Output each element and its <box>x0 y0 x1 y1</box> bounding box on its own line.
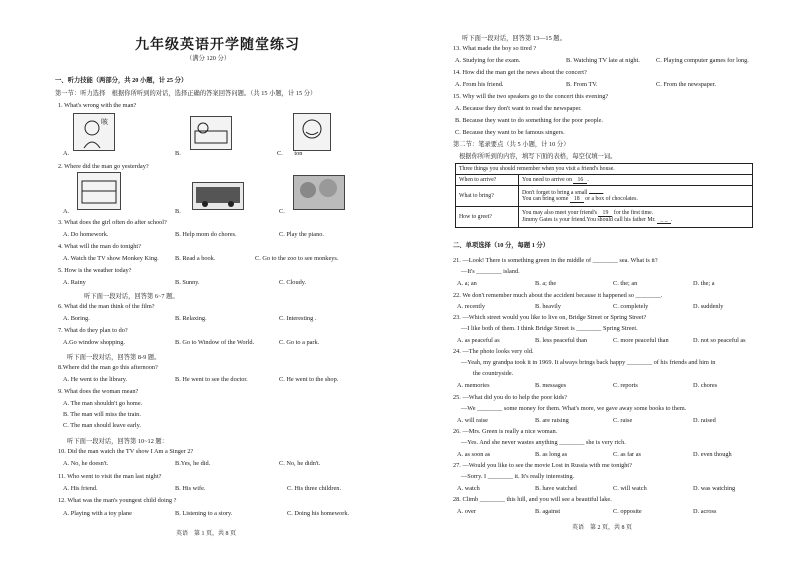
full-score: （满分 120 分） <box>186 55 231 62</box>
blank-20[interactable]: _ _ <box>657 217 671 224</box>
q11-option-a[interactable]: A. His friend. <box>63 485 98 492</box>
q24-option-c[interactable]: C. reports <box>613 382 638 389</box>
q27-option-b[interactable]: B. have watched <box>535 485 577 492</box>
question-23-line2: —I like both of them. I think Bridge Street is ________ Spring Street. <box>461 325 638 332</box>
table-label-arrive: When to arrive? <box>456 175 519 186</box>
q12-option-c[interactable]: C. Doing his homework. <box>287 510 350 517</box>
q22-option-a[interactable]: A. recently <box>457 303 485 310</box>
q11-option-b[interactable]: B. His wife. <box>175 485 206 492</box>
q21-option-b[interactable]: B. a; the <box>535 280 557 287</box>
q6-option-b[interactable]: B. Relaxing. <box>175 315 207 322</box>
q21-option-a[interactable]: A. a; an <box>457 280 477 287</box>
q12-option-b[interactable]: B. Listening to a story. <box>175 510 233 517</box>
q5-option-c[interactable]: C. Cloudy. <box>279 279 307 286</box>
question-26-line2: —Yes. And she never wastes anything ________ she is very rich. <box>461 439 626 446</box>
question-15: 15. Why will the two speakers go to the concert this evening? <box>453 93 609 100</box>
q9-option-c[interactable]: C. The man should leave early. <box>63 422 141 429</box>
q27-option-a[interactable]: A. watch <box>457 485 480 492</box>
right-page <box>453 0 775 561</box>
question-3: 3. What does the girl often do after school? <box>58 219 167 226</box>
blank-16[interactable]: 16 <box>573 177 587 184</box>
q9-option-b[interactable]: B. The man will miss the train. <box>63 411 141 418</box>
q22-option-c[interactable]: C. completely <box>613 303 649 310</box>
listening-prompt-10-12: 听下面一段对话，回答第 10~12 题： <box>67 438 169 445</box>
question-25-line2: —We ________ some money for them. What's more, we gave away some books to them. <box>461 405 687 412</box>
q23-option-b[interactable]: B. less peaceful than <box>535 337 588 344</box>
q10-option-a[interactable]: A. No, he doesn't. <box>63 460 109 467</box>
question-26: 26. —Mrs. Green is really a nice woman. <box>453 428 558 435</box>
q28-option-b[interactable]: B. against <box>535 508 561 515</box>
question-24: 24. —The photo looks very old. <box>453 348 534 355</box>
q3-option-a[interactable]: A. Do homework. <box>63 231 109 238</box>
q13-option-c[interactable]: C. Playing computer games for long. <box>656 57 749 64</box>
table-cell-greet: You may also meet your friend's 19 for the first time. Jimmy Gates is your friend.You should call his father Mr. _ _. <box>519 207 753 228</box>
q21-option-d[interactable]: D. the; a <box>693 280 715 287</box>
q13-option-a[interactable]: A. Studying for the exam. <box>455 57 521 64</box>
question-27: 27. —Would you like to see the movie Lost in Russia with me tonight? <box>453 462 632 469</box>
question-4: 4. What will the man do tonight? <box>58 243 141 250</box>
q25-option-a[interactable]: A. will raise <box>457 417 488 424</box>
q26-option-d[interactable]: D. even though <box>693 451 732 458</box>
q6-option-a[interactable]: A. Boring. <box>63 315 90 322</box>
listening-prompt-13-15: 听下面一段对话，回答第 13—15 题。 <box>462 35 566 42</box>
question-11: 11. Who went to visit the man last night? <box>58 473 162 480</box>
q23-option-c[interactable]: C. more peaceful than <box>613 337 669 344</box>
question-28: 28. Climb ________ this hill, and you will see a beautiful lake. <box>453 496 612 503</box>
q3-option-b[interactable]: B. Help mom do chores. <box>175 231 237 238</box>
page-footer-left: 英语 第 1 页，共 8 页 <box>176 531 237 537</box>
q14-option-b[interactable]: B. From TV. <box>566 81 598 88</box>
question-5: 5. How is the weather today? <box>58 267 132 274</box>
bus-icon <box>193 183 243 209</box>
section1-instructions: 第一节：听力选择 根据你所听到的对话，选择正确的答案回答问题。（共 15 小题，计 15 分） <box>55 90 317 97</box>
q11-option-c[interactable]: C. His three children. <box>287 485 342 492</box>
q28-option-c[interactable]: C. opposite <box>613 508 642 515</box>
q12-option-a[interactable]: A. Playing with a toy plane <box>63 510 132 517</box>
q27-option-d[interactable]: D. was watching <box>693 485 736 492</box>
question-14: 14. How did the man get the news about the concert? <box>453 69 587 76</box>
q6-option-c[interactable]: C. Interesting . <box>279 315 317 322</box>
question-12: 12. What was the man's youngest child doing ? <box>58 497 177 504</box>
table-header: Three things you should remember when you visit a friend's house. <box>456 164 753 175</box>
part1-heading: 一、听力技能（两部分，共 20 小题，计 25 分） <box>55 77 188 84</box>
q1-option-a[interactable]: A. <box>63 150 70 157</box>
picture-2c <box>293 175 345 210</box>
q4-option-c[interactable]: C. Go to the zoo to see monkeys. <box>255 255 339 262</box>
q2-option-a[interactable]: A. <box>63 208 70 215</box>
question-21-line2: —It's ________ island. <box>461 268 520 275</box>
q14-option-a[interactable]: A. From his friend. <box>455 81 504 88</box>
q23-option-a[interactable]: A. as peaceful as <box>457 337 500 344</box>
question-24-line2: —Yeah, my grandpa took it in 1969. It always brings back happy ________ of his friends and him in <box>461 359 716 366</box>
q26-option-a[interactable]: A. as soon as <box>457 451 491 458</box>
library-icon <box>78 173 120 209</box>
picture-1c <box>293 113 331 151</box>
q27-option-c[interactable]: C. will watch <box>613 485 647 492</box>
question-10: 10. Did the man watch the TV show I Am a Singer 2? <box>58 448 194 455</box>
q1-option-b[interactable]: B. <box>175 150 181 157</box>
q7-option-c[interactable]: C. Go to a park. <box>279 339 320 346</box>
blank-17[interactable] <box>589 193 603 194</box>
table-cell-bring: Don't forget to bring a small . You can bring some 18 or a box of chocolates. <box>519 186 753 207</box>
question-7: 7. What do they plan to do? <box>58 327 128 334</box>
question-22: 22. We don't remember much about the accident because it happened so ________. <box>453 292 663 299</box>
question-23: 23. —Which street would you like to live on, Bridge Street or Spring Street? <box>453 314 647 321</box>
question-21: 21. —Look! There is something green in the middle of ________ sea. What is it? <box>453 257 658 264</box>
svg-text:咳: 咳 <box>101 118 108 126</box>
q25-option-d[interactable]: D. raised <box>693 417 716 424</box>
q2-option-c[interactable]: C. <box>279 208 285 215</box>
page-title: 九年级英语开学随堂练习 <box>135 38 300 53</box>
q4-option-a[interactable]: A. Watch the TV show Monkey King. <box>63 255 159 262</box>
q10-option-c[interactable]: C. No, he didn't. <box>279 460 321 467</box>
q1-option-c[interactable]: C. ton <box>277 150 303 157</box>
question-25: 25. —What did you do to help the poor kids? <box>453 394 568 401</box>
q4-option-b[interactable]: B. Read a book. <box>175 255 216 262</box>
question-27-line2: —Sorry. I ________ it. It's really interesting. <box>461 473 575 480</box>
section2-heading: 第二节：笔录要点（共 5 小题，计 10 分） <box>453 141 570 148</box>
coughing-man-icon <box>74 114 114 150</box>
q7-option-a[interactable]: A.Go window shopping. <box>63 339 125 346</box>
picture-2a <box>77 172 121 210</box>
picture-2b <box>192 182 244 210</box>
q8-option-b[interactable]: B. He went to see the doctor. <box>175 376 248 383</box>
question-24-line3: the countryside. <box>473 370 514 377</box>
q8-option-a[interactable]: A. He went to the library. <box>63 376 128 383</box>
section2-instructions: 根据你所听到的内容，填写下面的表格，每空仅填一词。 <box>459 153 617 160</box>
question-6: 6. What did the man think of the film? <box>58 303 155 310</box>
part2-heading: 二、单项选择（10 分，每题 1 分） <box>453 242 550 249</box>
q15-option-b[interactable]: B. Because they want to do something for the poor people. <box>455 117 603 124</box>
q24-option-b[interactable]: B. messages <box>535 382 567 389</box>
q15-option-a[interactable]: A. Because they don't want to read the newspaper. <box>455 105 582 112</box>
question-13: 13. What made the boy so tired ? <box>453 45 537 52</box>
q22-option-d[interactable]: D. suddenly <box>693 303 724 310</box>
q15-option-c[interactable]: C. Because they want to be famous singers. <box>455 129 565 136</box>
listening-prompt-6-7: 听下面一段对话，回答第 6~7 题。 <box>84 293 179 300</box>
question-9: 9. What does the woman mean? <box>58 388 139 395</box>
q14-option-c[interactable]: C. From the newspaper. <box>656 81 716 88</box>
note-taking-table <box>455 163 753 228</box>
q7-option-b[interactable]: B. Go to Window of the World. <box>175 339 255 346</box>
picture-1a <box>73 113 115 151</box>
listening-prompt-8-9: 听下面一段对话，回答第 8-9 题。 <box>67 354 161 361</box>
left-page <box>55 0 377 561</box>
question-1: 1. What's wrong with the man? <box>58 102 137 109</box>
q2-option-b[interactable]: B. <box>175 208 181 215</box>
q8-option-c[interactable]: C. He went to the shop. <box>279 376 339 383</box>
sleeping-man-icon <box>191 117 231 149</box>
table-label-bring: What to bring? <box>456 186 519 207</box>
q28-option-d[interactable]: D. across <box>693 508 717 515</box>
question-2: 2. Where did the man go yesterday? <box>58 163 149 170</box>
picture-1b <box>190 116 232 150</box>
q24-option-a[interactable]: A. memories <box>457 382 490 389</box>
q13-option-b[interactable]: B. Watching TV late at night. <box>566 57 640 64</box>
q22-option-b[interactable]: B. heavily <box>535 303 561 310</box>
q28-option-a[interactable]: A. over <box>457 508 476 515</box>
q26-option-c[interactable]: C. as far as <box>613 451 641 458</box>
q3-option-c[interactable]: C. Play the piano. <box>279 231 324 238</box>
page-footer-right: 英语 第 2 页，共 8 页 <box>572 525 633 531</box>
park-scene-icon <box>294 176 344 209</box>
q5-option-b[interactable]: B. Sunny. <box>175 279 200 286</box>
q21-option-c[interactable]: C. the; an <box>613 280 638 287</box>
q23-option-d[interactable]: D. not so peaceful as <box>693 337 746 344</box>
q5-option-a[interactable]: A. Rainy <box>63 279 86 286</box>
table-label-greet: How to greet? <box>456 207 519 228</box>
q25-option-b[interactable]: B. are raising <box>535 417 569 424</box>
blank-18[interactable]: 18 <box>570 196 584 203</box>
toothache-man-icon <box>294 114 330 150</box>
question-8: 8.Where did the man go this afternoon? <box>58 364 158 371</box>
q25-option-c[interactable]: C. raise <box>613 417 633 424</box>
q10-option-b[interactable]: B.Yes, he did. <box>175 460 211 467</box>
table-cell-arrive: You need to arrive on 16 . <box>519 175 753 186</box>
q9-option-a[interactable]: A. The man shouldn't go home. <box>63 400 143 407</box>
q24-option-d[interactable]: D. chores <box>693 382 718 389</box>
q26-option-b[interactable]: B. as long as <box>535 451 568 458</box>
blank-19[interactable]: 19 <box>598 210 612 217</box>
